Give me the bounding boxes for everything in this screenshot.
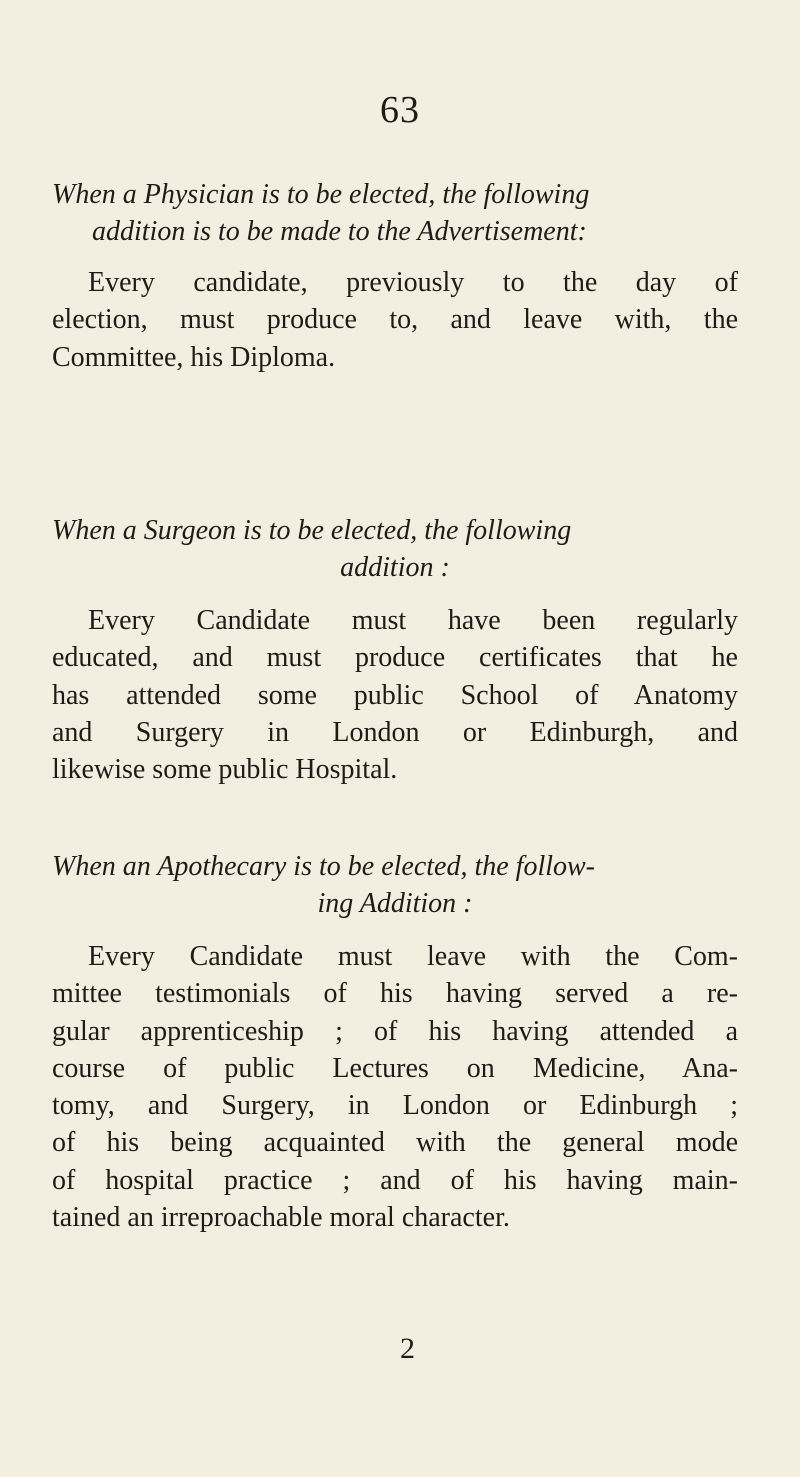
physician-section: [52, 176, 738, 376]
surgeon-heading: [52, 512, 738, 586]
text-line: of hospital practice ; and of his having main-: [52, 1164, 738, 1196]
text-line: of his being acquainted with the general mode: [52, 1127, 738, 1159]
text-line: mittee testimonials of his having served a re-: [52, 978, 738, 1010]
heading-line: When an Apothecary is to be elected, the follow-: [52, 851, 596, 882]
heading-line: When a Physician is to be elected, the following: [52, 179, 590, 210]
heading-line: When a Surgeon is to be elected, the following: [52, 515, 572, 546]
text-line: and Surgery in London or Edinburgh, and: [52, 716, 738, 748]
page-number: 63: [380, 89, 420, 131]
heading-line: addition is to be made to the Advertisement:: [92, 216, 587, 247]
text-line: course of public Lectures on Medicine, Ana-: [52, 1052, 738, 1084]
text-line: Committee, his Diploma.: [52, 341, 336, 373]
physician-paragraph: [52, 264, 738, 376]
text-line: Every candidate, previously to the day of: [88, 267, 738, 298]
apothecary-paragraph: [52, 938, 738, 1236]
text-line: election, must produce to, and leave with, the: [52, 304, 738, 336]
text-line: educated, and must produce certificates that he: [52, 642, 738, 674]
apothecary-section: [52, 848, 738, 1236]
text-line: likewise some public Hospital.: [52, 754, 398, 786]
apothecary-heading: [52, 848, 738, 922]
text-line: has attended some public School of Anatomy: [52, 679, 738, 711]
text-line: tomy, and Surgery, in London or Edinburgh ;: [52, 1090, 738, 1122]
surgeon-section: [52, 512, 738, 788]
catchword: 2: [400, 1332, 415, 1365]
text-line: gular apprenticeship ; of his having attended a: [52, 1015, 738, 1047]
heading-line: ing Addition :: [317, 888, 473, 919]
heading-line: addition :: [340, 552, 450, 583]
physician-heading: [52, 176, 738, 250]
text-line: tained an irreproachable moral character.: [52, 1202, 510, 1234]
surgeon-paragraph: [52, 602, 738, 788]
text-line: Every Candidate must leave with the Com-: [88, 941, 738, 972]
text-line: Every Candidate must have been regularly: [88, 605, 738, 636]
